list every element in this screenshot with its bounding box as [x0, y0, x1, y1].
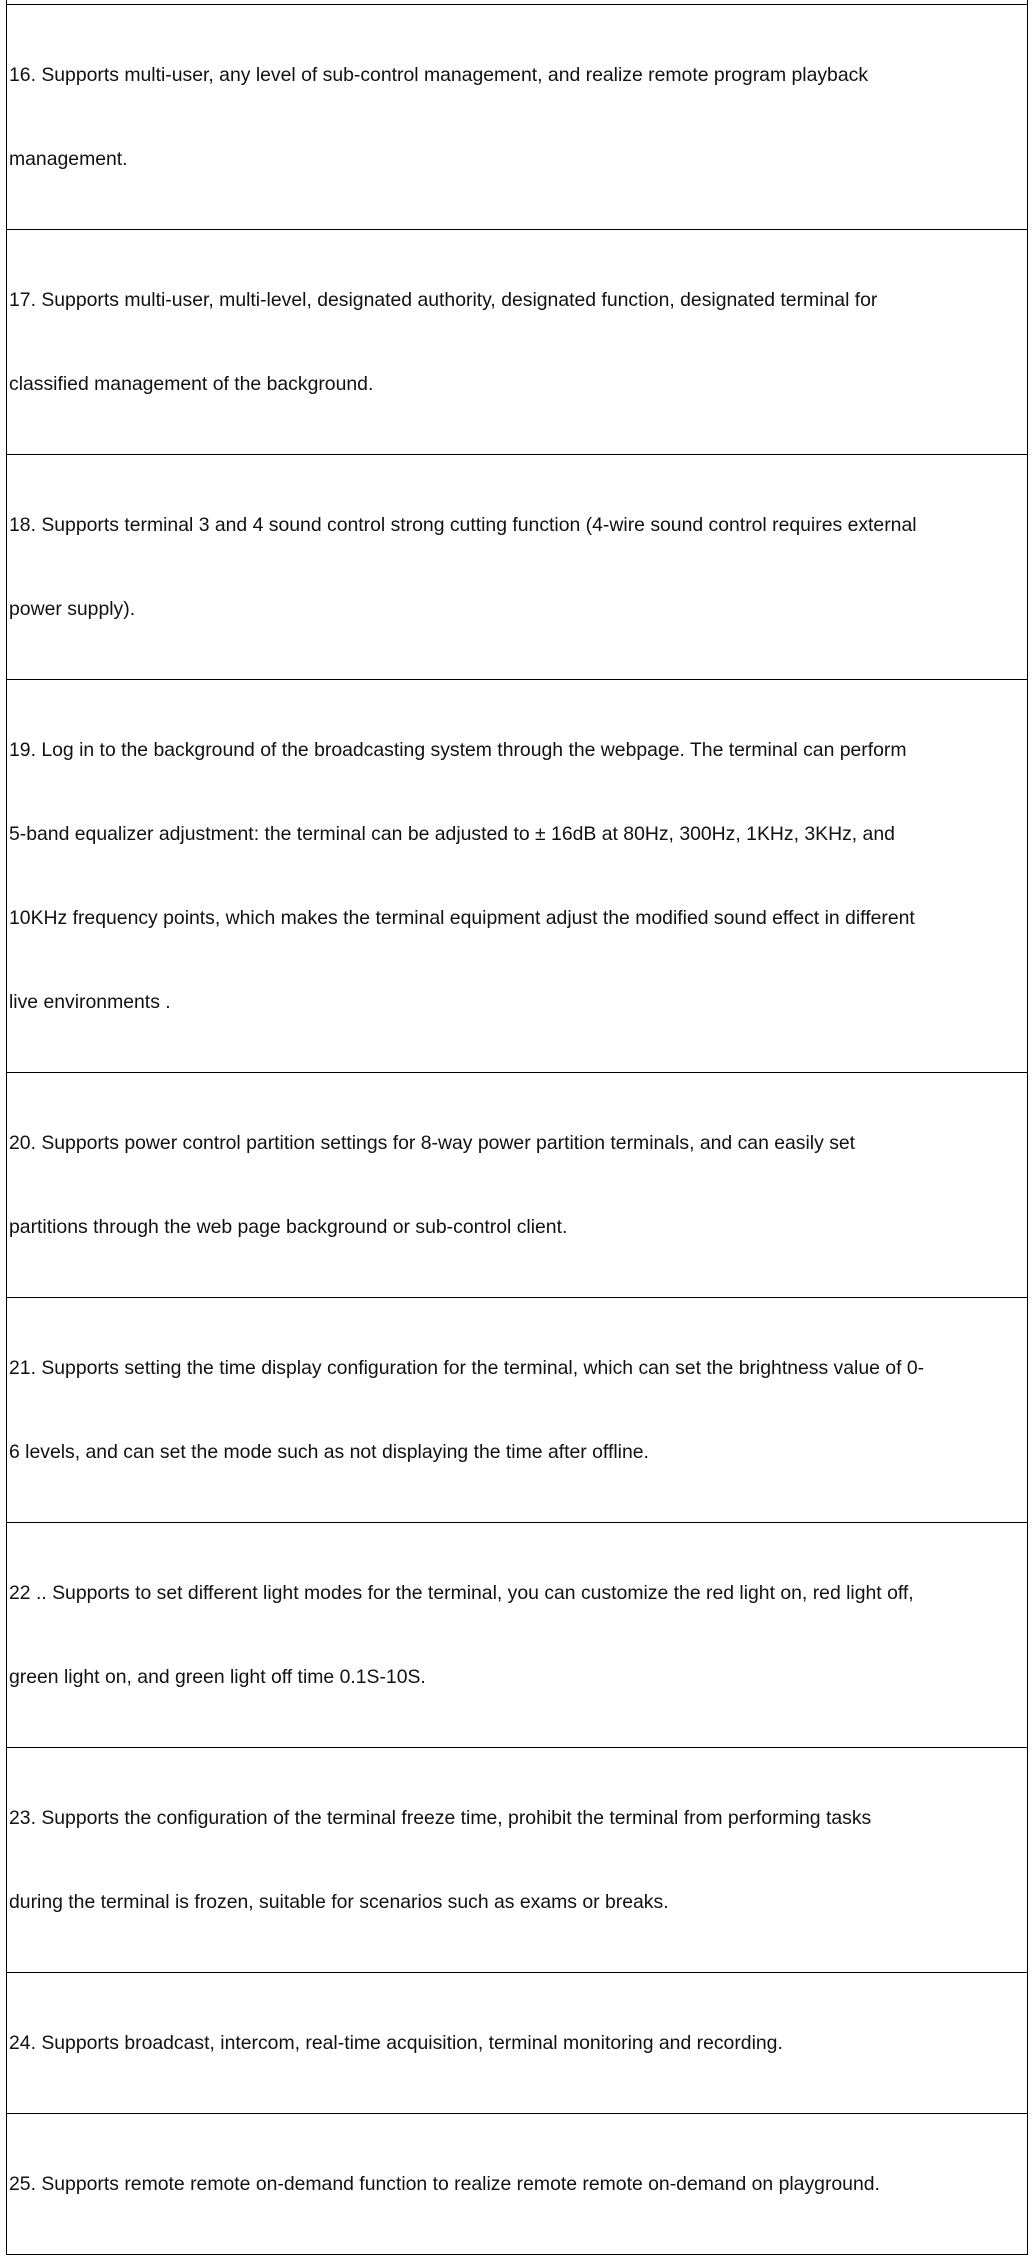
row-text-line: 24. Supports broadcast, intercom, real-time acquisition, terminal monitoring and recording.	[9, 2032, 783, 2054]
table-row	[6, 4, 1028, 229]
row-text-line: 10KHz frequency points, which makes the terminal equipment adjust the modified sound effect in different	[9, 907, 915, 929]
requirements-table	[6, 0, 1028, 2255]
row-text-line: power supply).	[9, 598, 136, 620]
row-text-line: live environments .	[9, 991, 171, 1013]
row-text-line: management.	[9, 148, 128, 170]
row-text-line: 21. Supports setting the time display configuration for the terminal, which can set the brightness value of 0-	[9, 1357, 925, 1379]
row-text-line: during the terminal is frozen, suitable for scenarios such as exams or breaks.	[9, 1891, 669, 1913]
row-text-line: 22 .. Supports to set different light modes for the terminal, you can customize the red light on, red light off,	[9, 1582, 914, 1604]
row-text-line: 18. Supports terminal 3 and 4 sound control strong cutting function (4-wire sound control requires external	[9, 514, 917, 536]
row-text-line: 6 levels, and can set the mode such as not displaying the time after offline.	[9, 1441, 649, 1463]
row-text-line: 23. Supports the configuration of the terminal freeze time, prohibit the terminal from performing tasks	[9, 1807, 872, 1829]
row-text-line: classified management of the background.	[9, 373, 374, 395]
table-row	[6, 229, 1028, 454]
table-row	[6, 1747, 1028, 1972]
table-row	[6, 454, 1028, 679]
row-text-line: green light on, and green light off time 0.1S-10S.	[9, 1666, 426, 1688]
table-row	[6, 1522, 1028, 1747]
table-row	[6, 1072, 1028, 1297]
row-text-line: 17. Supports multi-user, multi-level, designated authority, designated function, designated terminal for	[9, 289, 878, 311]
row-text-line: 25. Supports remote remote on-demand function to realize remote remote on-demand on playground.	[9, 2173, 880, 2195]
table-row	[6, 679, 1028, 1072]
table-row	[6, 1972, 1028, 2113]
row-text-line: 20. Supports power control partition settings for 8-way power partition terminals, and can easily set	[9, 1132, 856, 1154]
row-text-line: 19. Log in to the background of the broadcasting system through the webpage. The terminal can perform	[9, 739, 907, 761]
row-text-line: 16. Supports multi-user, any level of sub-control management, and realize remote program playback	[9, 64, 869, 86]
row-text-line: 5-band equalizer adjustment: the terminal can be adjusted to ± 16dB at 80Hz, 300Hz, 1KHz, 3KHz, and	[9, 823, 895, 845]
table-row	[6, 2113, 1028, 2255]
row-text-line: partitions through the web page background or sub-control client.	[9, 1216, 568, 1238]
table-row	[6, 1297, 1028, 1522]
